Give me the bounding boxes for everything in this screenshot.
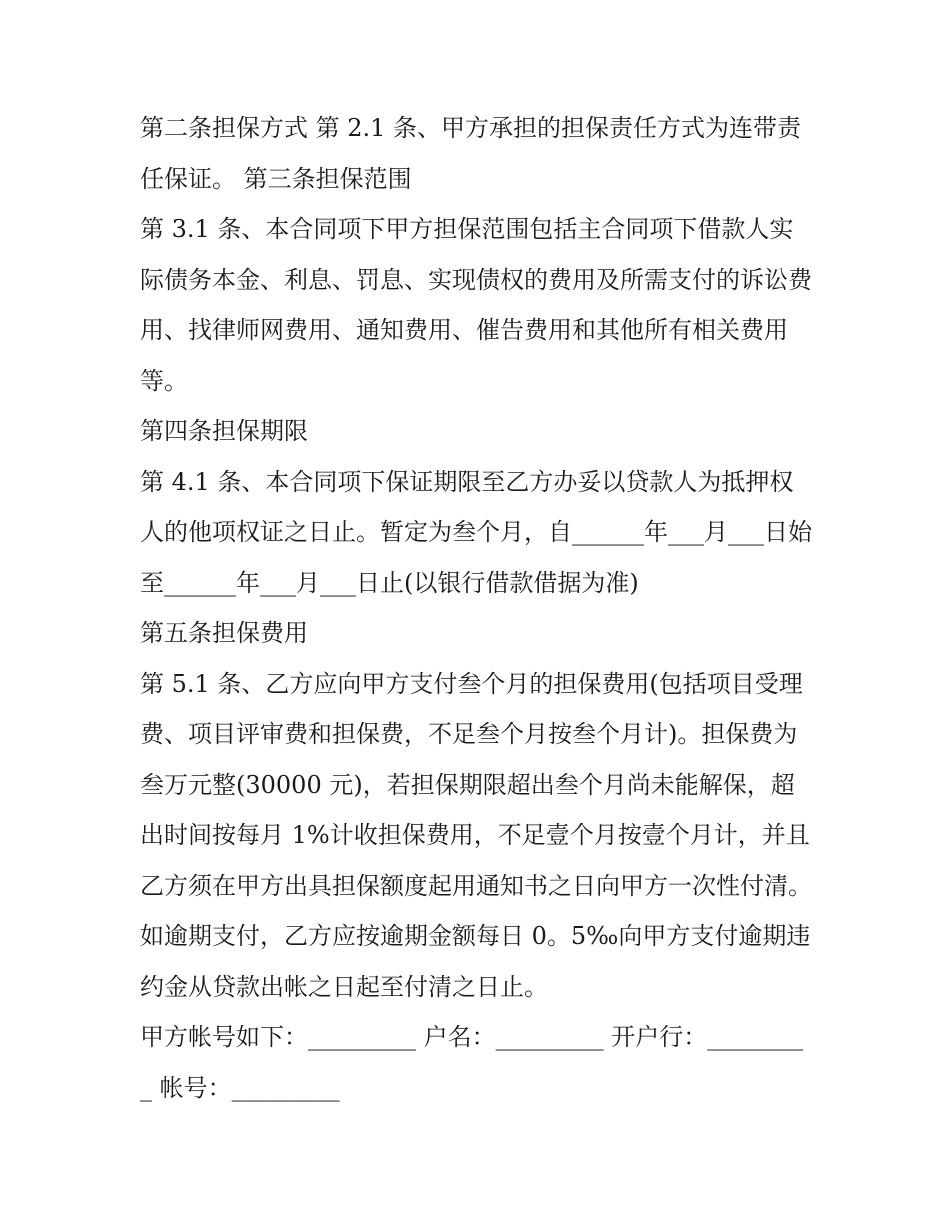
paragraph-account-info: 甲方帐号如下：_________ 户名：_________ 开户行：_________ 帐号：_________	[140, 1023, 804, 1102]
document-body	[140, 103, 815, 1113]
paragraph-guarantee-fee: 第 5.1 条、乙方应向甲方支付叁个月的担保费用(包括项目受理费、项目评审费和担保费，不足叁个月按叁个月计)。担保费为叁万元整(30000 元)，若担保期限超出叁个月尚未能解保，超出时间按每月 1%计收担保费用，不足壹个月按壹个月计，并且乙方须在甲方出具担保额度起用通知书之日向甲方一次性付清。如逾期支付，乙方应按逾期金额每日 0。5‰向甲方支付逾期违约金从贷款出帐之日起至付清之日止。	[140, 669, 812, 1001]
paragraph-guarantee-method: 第二条担保方式 第 2.1 条、甲方承担的担保责任方式为连带责任保证。 第三条担保范围	[140, 114, 802, 193]
paragraph-guarantee-term: 第 4.1 条、本合同项下保证期限至乙方办妥以贷款人为抵押权人的他项权证之日止。暂定为叁个月，自______年___月___日始至______年___月___日止(以银行借款借据为准)	[140, 467, 812, 597]
paragraph-guarantee-scope: 第 3.1 条、本合同项下甲方担保范围包括主合同项下借款人实际债务本金、利息、罚息、实现债权的费用及所需支付的诉讼费用、找律师网费用、通知费用、催告费用和其他所有相关费用等。	[140, 215, 812, 395]
heading-guarantee-fee: 第五条担保费用	[140, 619, 308, 647]
heading-guarantee-term: 第四条担保期限	[140, 417, 308, 445]
